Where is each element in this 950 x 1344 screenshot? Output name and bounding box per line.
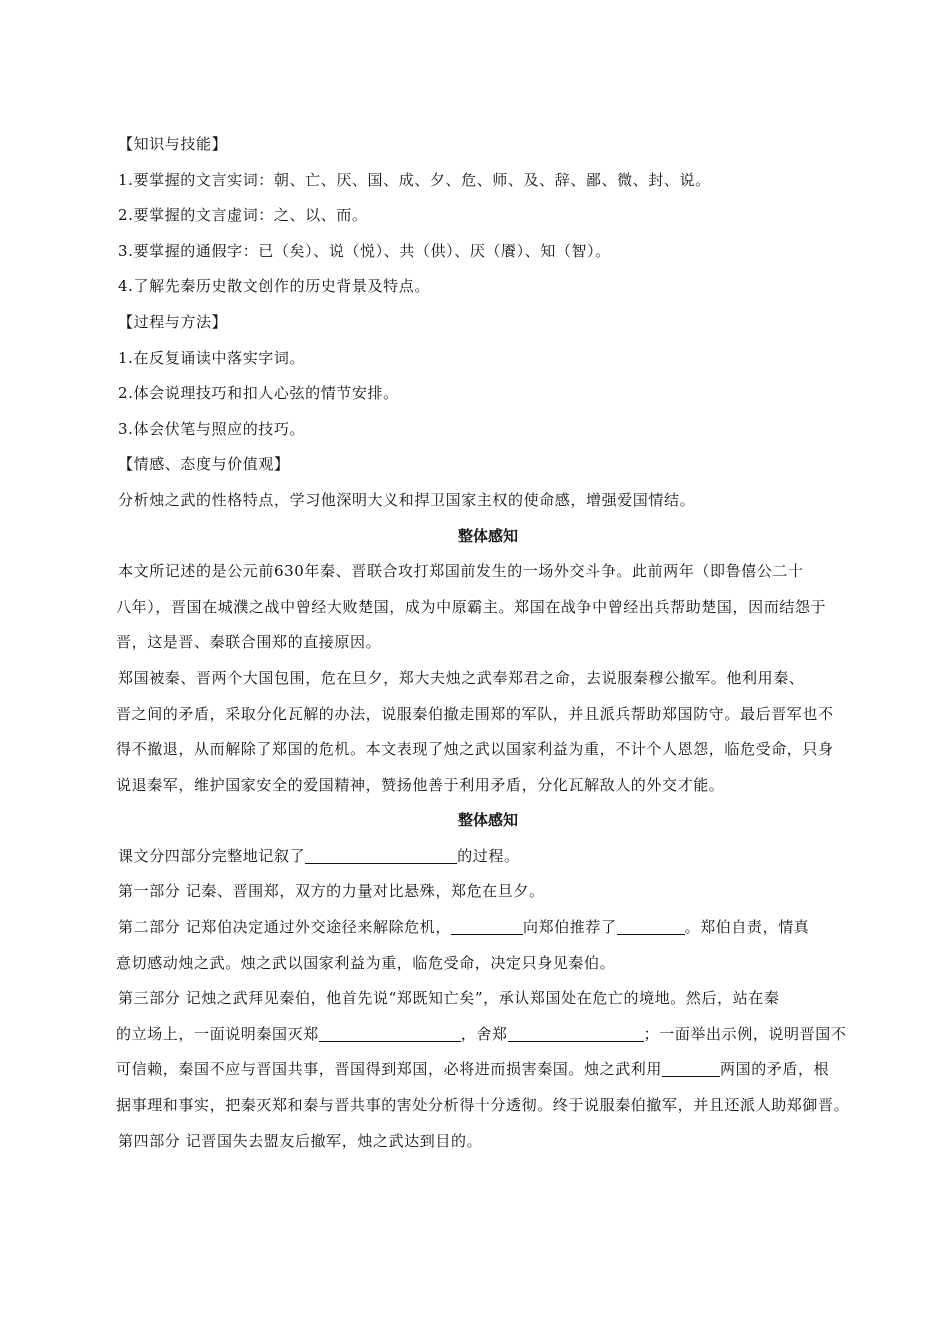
answer-blank-1[interactable] (305, 847, 457, 864)
emotion-text: 分析烛之武的性格特点，学习他深明大义和捍卫国家主权的使命感，增强爱国情结。 (118, 490, 696, 509)
overview2-part3-line2 (116, 1017, 856, 1053)
overview2-part3-line1: 第三部分 记烛之武拜见秦伯，他首先说“郑既知亡矣”，承认郑国处在危亡的境地。然后，站在秦 (118, 989, 780, 1008)
overview1-para2-line1: 郑国被秦、晋两个大国包围，危在旦夕，郑大夫烛之武奉郑君之命，去说服秦穆公撤军。他利用秦、 (118, 668, 805, 687)
part3-text-d: 可信赖，秦国不应与晋国共事，晋国得到郑国，必将进而损害秦国。烛之武利用 (116, 1060, 663, 1079)
overview1-para1-line3: 晋，这是晋、秦联合围郑的直接原因。 (116, 633, 382, 652)
overview2-intro-before: 课文分四部分完整地记叙了 (118, 846, 306, 865)
overview1-para2-line4: 说退秦军，维护国家安全的爱国精神，赞扬他善于利用矛盾，分化瓦解敌人的外交才能。 (116, 775, 725, 794)
overview2-part2-line1 (118, 910, 858, 946)
knowledge-item-2: 2.要掌握的文言虚词：之、以、而。 (118, 206, 368, 225)
overview2-part4: 第四部分 记晋国失去盟友后撤军，烛之武达到目的。 (118, 1131, 483, 1150)
overview1-para2-line2: 晋之间的矛盾，采取分化瓦解的办法，说服秦伯撤走围郑的军队，并且派兵帮助郑国防守。最后晋军也不 (116, 704, 834, 723)
knowledge-item-4: 4.了解先秦历史散文创作的历史背景及特点。 (118, 277, 430, 296)
process-item-1: 1.在反复诵读中落实字词。 (118, 348, 306, 367)
overview2-part3-line3 (116, 1052, 856, 1088)
part3-text-e: 两国的矛盾，根 (720, 1060, 830, 1079)
answer-blank-6[interactable] (662, 1060, 720, 1077)
answer-blank-5[interactable] (508, 1025, 644, 1042)
answer-blank-4[interactable] (319, 1025, 461, 1042)
overview2-intro (118, 839, 858, 875)
part2-text-b: 向郑伯推荐了 (522, 918, 617, 937)
knowledge-item-1: 1.要掌握的文言实词：朝、亡、厌、国、成、夕、危、师、及、辞、鄙、微、封、说。 (118, 170, 711, 189)
overview-title-2: 整体感知 (457, 811, 518, 830)
part3-text-b: ，舍郑 (460, 1024, 508, 1043)
document-body (118, 127, 858, 1159)
answer-blank-2[interactable] (451, 918, 523, 935)
section-heading-emotion: 【情感、态度与价值观】 (118, 455, 290, 474)
part2-text-c: 。郑伯自责，情真 (684, 918, 810, 937)
overview1-para2-line3: 得不撤退，从而解除了郑国的危机。本文表现了烛之武以国家利益为重，不计个人恩怨，临危受命，只身 (116, 740, 834, 759)
part3-text-c: ；一面举出示例，说明晋国不 (643, 1024, 847, 1043)
answer-blank-3[interactable] (617, 918, 685, 935)
overview2-part2-line2: 意切感动烛之武。烛之武以国家利益为重，临危受命，决定只身见秦伯。 (116, 953, 616, 972)
process-item-3: 3.体会伏笔与照应的技巧。 (118, 419, 306, 438)
part2-text-a: 第二部分 记郑伯决定通过外交途径来解除危机， (118, 918, 451, 937)
section-heading-knowledge: 【知识与技能】 (118, 135, 228, 153)
process-item-2: 2.体会说理技巧和扣人心弦的情节安排。 (118, 384, 399, 403)
section-heading-process: 【过程与方法】 (118, 312, 228, 331)
overview2-part1: 第一部分 记秦、晋围郑，双方的力量对比悬殊，郑危在旦夕。 (118, 882, 545, 901)
overview2-part3-line4: 据事理和事实，把秦灭郑和秦与晋共事的害处分析得十分透彻。终于说服秦伯撤军，并且还派人助郑御晋。 (116, 1096, 850, 1115)
overview-title-1: 整体感知 (457, 526, 518, 545)
overview2-intro-after: 的过程。 (457, 846, 520, 865)
knowledge-item-3: 3.要掌握的通假字：已（矣）、说（悦）、共（供）、厌（餍）、知（智）。 (118, 241, 611, 260)
overview1-para1-line2: 八年），晋国在城濮之战中曾经大败楚国，成为中原霸主。郑国在战争中曾经出兵帮助楚国，因而结怨于 (116, 597, 827, 616)
part3-text-a: 的立场上，一面说明秦国灭郑 (116, 1024, 319, 1043)
overview1-para1-line1: 本文所记述的是公元前630年秦、晋联合攻打郑国前发生的一场外交斗争。此前两年（即鲁僖公二十 (118, 562, 804, 581)
